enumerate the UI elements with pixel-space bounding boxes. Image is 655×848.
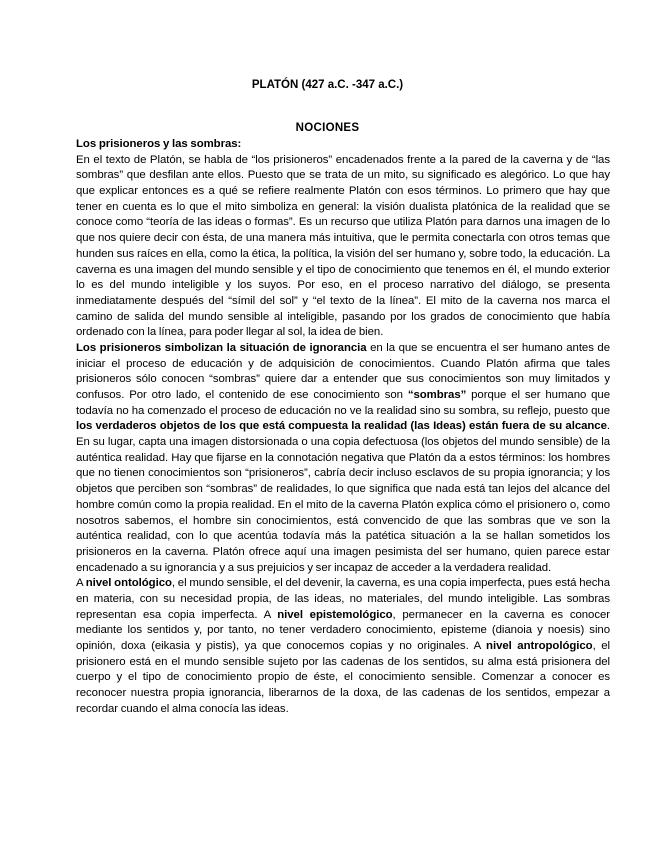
bold-phrase: “sombras” (407, 389, 467, 401)
text-run: , el prisionero está en el mundo sensible sujeto por las cadenas de los sentidos, su alma está prisionera del cuerpo y el tipo de conocimiento propio de éste, el conocimiento sensible. Comenzar a conocer es reconocer nuestra propia ignorancia, liberarnos de la doxa, de las cadenas de los sentidos, empezar a recordar cuando el alma conocía las ideas. (76, 640, 610, 715)
bold-phrase: Los prisioneros simbolizan la situación de ignorancia (76, 341, 367, 354)
bold-phrase: nivel ontológico (85, 577, 172, 590)
paragraph-1: En el texto de Platón, se habla de “los prisioneros” encadenados frente a la pared de la caverna y de “las sombras” que desfilan ante ellos. Puesto que se trata de un mito, su significado es alegórico. Lo que hay que explicar entonces es a qué se refiere realmente Platón con esos términos. Lo primero que hay que tener en cuenta es lo que el mito simboliza en general: la visión dualista platónica de la realidad que se conoce como “teoría de las ideas o formas”. Es un recurso que utiliza Platón para darnos una imagen de lo que nos quiere decir con ésta, de una manera más intuitiva, que le permita conectarla con otros temas que hunden sus raíces en ella, como la ética, la política, la visión del ser humano y, sobre todo, la educación. La caverna es una imagen del mundo sensible y el tipo de conocimiento que tenemos en él, el mundo exterior lo es del mundo inteligible y los suyos. Por eso, en el proceso narrativo del diálogo, se presenta inmediatamente después del “símil del sol” y “el texto de la línea”. El mito de la caverna nos marca el camino de salida del mundo sensible al inteligible, pasando por los grados de conocimiento que había ordenado con la línea, para poder llegar al sol, la idea de bien. (76, 153, 610, 339)
bold-phrase: nivel epistemológico (277, 608, 393, 621)
document-title: PLATÓN (427 a.C. -347 a.C.) (251, 79, 404, 91)
text-run: A (76, 577, 86, 590)
bold-phrase: los verdaderos objetos de los que está compuesta la realidad (las Ideas) están fuera de su alcance (76, 420, 607, 433)
text-run: en la que se encuentra el ser humano antes de iniciar el proceso de educación y de adquisición de conocimientos. Cuando Platón afirma que tales prisioneros sólo conocen “sombras” quiere dar a entender que sus conocimientos son muy limitados y confusos. Por otro lado, el contenido de ese conocimiento son (76, 341, 610, 401)
document-body (76, 137, 610, 717)
paragraph-2 (76, 341, 610, 576)
text-run: , permanecer en la caverna es conocer mediante los sentidos y, por tanto, no tener verdadero conocimiento, episteme (dianoia y noesis) sino opinión, doxa (eikasia y pistis), ya que conocemos copias y no originales. A (76, 608, 610, 652)
bold-phrase: nivel antropológico (486, 640, 593, 652)
paragraph-3 (76, 576, 610, 717)
section-heading: NOCIONES (295, 122, 360, 134)
text-run: , el mundo sensible, el del devenir, la caverna, es una copia imperfecta, pues está hecha en materia, con su necesidad propia, de las ideas, no materiales, del mundo inteligible. Las sombras representan esa copia imperfecta. A (76, 577, 610, 621)
text-run: . En su lugar, capta una imagen distorsionada o una copia defectuosa (los objetos del mundo sensible) de la auténtica realidad. Hay que fijarse en la connotación negativa que Platón da a estos términos: los hombres que no tienen conocimientos son “prisioneros”, cabría decir incluso esclavos de su propia ignorancia; y los objetos que perciben son “sombras” de realidades, lo que significa que nada está tan lejos del alcance del hombre común como la propia realidad. En el mito de la caverna Platón explica cómo el prisionero o, como nosotros sabemos, el hombre sin conocimientos, está convencido de que las sombras que ve son la auténtica realidad, con lo que acentúa todavía más la patética situación a la se hallan sometidos los prisioneros en la caverna. Platón ofrece aquí una imagen pesimista del ser humano, quien parece estar encadenado a su ignorancia y a sus prejuicios y ser incapaz de acceder a la verdadera realidad. (76, 420, 610, 574)
subheading: Los prisioneros y las sombras: (76, 138, 242, 150)
text-run: porque el ser humano que todavía no ha comenzado el proceso de educación no ve la realidad sino su sombra, su reflejo, puesto que (76, 389, 611, 417)
